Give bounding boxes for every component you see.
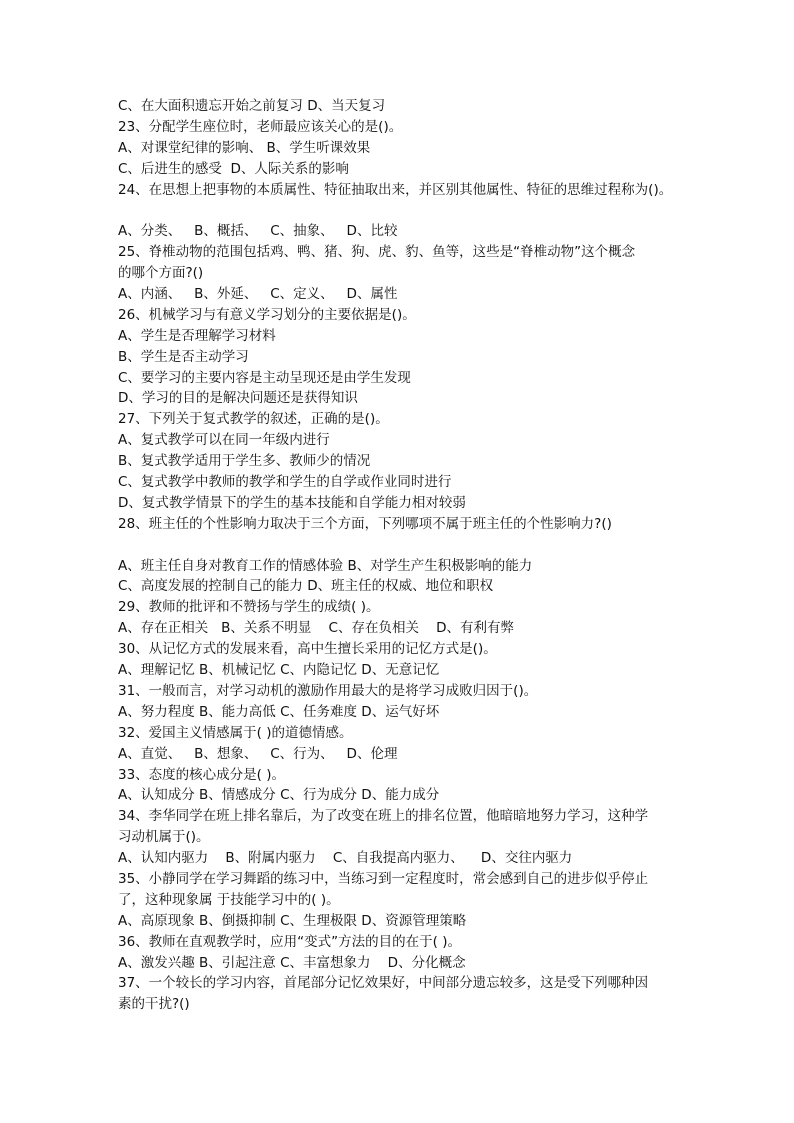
text-line: A、复式教学可以在同一年级内进行 [118, 432, 330, 449]
text-line: A、理解记忆 B、机械记忆 C、内隐记忆 D、无意记忆 [118, 662, 440, 679]
text-line: C、要学习的主要内容是主动呈现还是由学生发现 [118, 369, 411, 386]
text-line: A、认知成分 B、情感成分 C、行为成分 D、能力成分 [118, 787, 440, 804]
text-line: 34、李华同学在班上排名靠后，为了改变在班上的排名位置，他暗暗地努力学习，这种学 [118, 808, 649, 825]
text-line: A、班主任自身对教育工作的情感体验 B、对学生产生积极影响的能力 [118, 557, 533, 574]
text-line: 习动机属于()。 [118, 829, 210, 846]
text-line: 25、脊椎动物的范围包括鸡、鸭、猪、狗、虎、豹、鱼等，这些是“脊椎动物”这个概念 [118, 244, 636, 261]
text-line: 32、爱国主义情感属于( )的道德情感。 [118, 724, 353, 741]
text-line: 30、从记忆方式的发展来看，高中生擅长采用的记忆方式是()。 [118, 641, 497, 658]
text-line: A、对课堂纪律的影响、 B、学生听课效果 [118, 139, 371, 156]
text-line: 素的干扰?() [118, 996, 190, 1013]
text-line: C、在大面积遗忘开始之前复习 D、当天复习 [118, 98, 386, 114]
text-line: 的哪个方面?() [118, 265, 204, 282]
text-line: A、内涵、 B、外延、 C、定义、 D、属性 [118, 286, 398, 303]
text-line: 28、班主任的个性影响力取决于三个方面，下列哪项不属于班主任的个性影响力?() [118, 515, 612, 532]
text-line: A、激发兴趣 B、引起注意 C、丰富想象力 D、分化概念 [118, 954, 466, 971]
text-line: B、复式教学适用于学生多、教师少的情况 [118, 453, 371, 470]
text-line: C、复式教学中教师的教学和学生的自学或作业同时进行 [118, 474, 452, 491]
text-line: 26、机械学习与有意义学习划分的主要依据是()。 [118, 306, 416, 323]
text-line: C、高度发展的控制自己的能力 D、班主任的权威、地位和职权 [118, 578, 494, 595]
text-line: 37、一个较长的学习内容，首尾部分记忆效果好，中间部分遗忘较多，这是受下列哪种因 [118, 975, 649, 992]
text-line: 了，这种现象属 于技能学习中的( )。 [118, 891, 340, 908]
text-line: A、学生是否理解学习材料 [118, 327, 276, 344]
text-line: 31、一般而言，对学习动机的激励作用最大的是将学习成败归因于()。 [118, 682, 538, 699]
text-line: D、复式教学情景下的学生的基本技能和自学能力相对较弱 [118, 494, 466, 511]
text-line: A、认知内驱力 B、附属内驱力 C、自我提高内驱力、 D、交往内驱力 [118, 850, 573, 867]
blank-line [118, 535, 718, 556]
text-line: B、学生是否主动学习 [118, 348, 249, 365]
text-line: A、高原现象 B、倒摄抑制 C、生理极限 D、资源管理策略 [118, 912, 467, 929]
blank-line [118, 200, 718, 221]
text-line: 23、分配学生座位时，老师最应该关心的是()。 [118, 118, 403, 135]
text-line: D、学习的目的是解决问题还是获得知识 [118, 390, 358, 407]
document-page [118, 96, 718, 1015]
text-line: 33、态度的核心成分是( )。 [118, 766, 286, 783]
text-line: A、直觉、 B、想象、 C、行为、 D、伦理 [118, 745, 398, 762]
text-line: 27、下列关于复式教学的叙述，正确的是()。 [118, 411, 389, 428]
text-line: C、后进生的感受 D、人际关系的影响 [118, 160, 349, 177]
text-line: 24、在思想上把事物的本质属性、特征抽取出来，并区别其他属性、特征的思维过程称为()。 [118, 181, 673, 198]
text-line: 35、小静同学在学习舞蹈的练习中，当练习到一定程度时，常会感到自己的进步似乎停止 [118, 870, 649, 887]
text-line: A、分类、 B、概括、 C、抽象、 D、比较 [118, 223, 398, 240]
text-line: 29、教师的批评和不赞扬与学生的成绩( )。 [118, 599, 380, 616]
text-line: A、存在正相关 B、关系不明显 C、存在负相关 D、有利有弊 [118, 620, 515, 637]
text-line: 36、教师在直观教学时，应用“变式”方法的目的在于( )。 [118, 933, 461, 950]
text-line: A、努力程度 B、能力高低 C、任务难度 D、运气好坏 [118, 703, 440, 720]
